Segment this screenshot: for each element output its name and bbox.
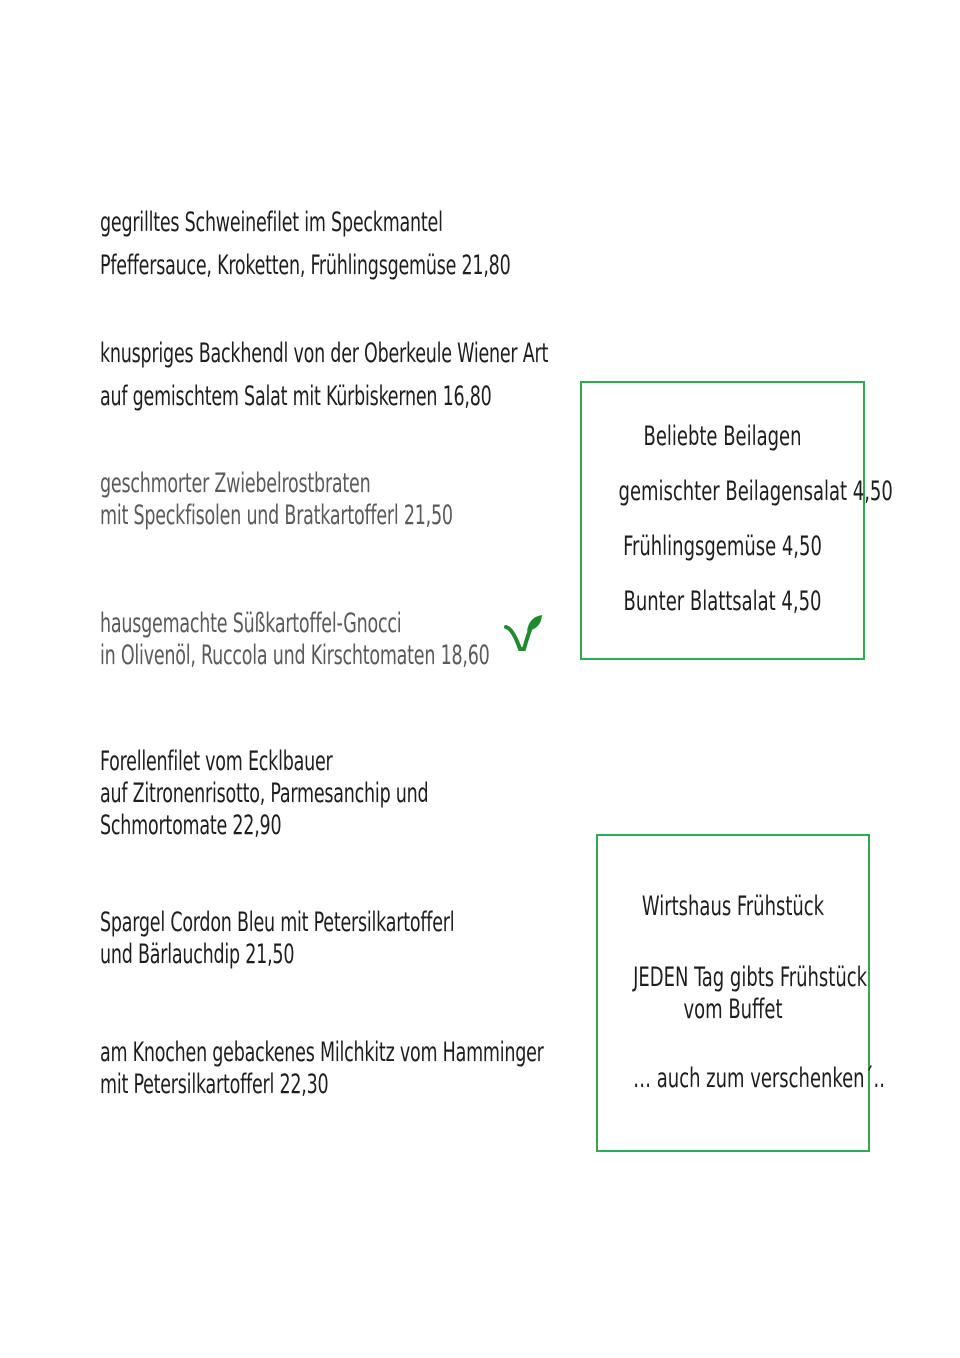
side-item: Frühlingsgemüse 4,50 bbox=[623, 531, 822, 562]
dish-1-name: gegrilltes Schweinefilet im Speckmantel bbox=[100, 207, 443, 238]
dish-3-name: geschmorter Zwiebelrostbraten bbox=[100, 468, 371, 499]
dish-1-description: Pfeffersauce, Kroketten, Frühlingsgemüse 21,80 bbox=[100, 250, 511, 281]
breakfast-text-1: JEDEN Tag gibts Frühstück bbox=[633, 962, 868, 993]
dish-6-description: und Bärlauchdip 21,50 bbox=[100, 939, 295, 970]
side-item: Bunter Blattsalat 4,50 bbox=[623, 586, 822, 617]
vegan-leaf-icon bbox=[503, 613, 543, 655]
dish-5-description: auf Zitronenrisotto, Parmesanchip und bbox=[100, 778, 429, 809]
breakfast-box bbox=[596, 834, 885, 1152]
dish-2-description: auf gemischtem Salat mit Kürbiskernen 16,80 bbox=[100, 381, 492, 412]
dish-7-description: mit Petersilkartofferl 22,30 bbox=[100, 1069, 329, 1100]
dish-5-name: Forellenfilet vom Ecklbauer bbox=[100, 746, 333, 777]
dish-4-description: in Olivenöl, Ruccola und Kirschtomaten 18,60 bbox=[100, 640, 490, 671]
side-item: gemischter Beilagensalat 4,50 bbox=[618, 476, 893, 507]
breakfast-text-2: vom Buffet bbox=[683, 994, 783, 1025]
sides-title: Beliebte Beilagen bbox=[643, 421, 802, 452]
dish-6-name: Spargel Cordon Bleu mit Petersilkartofferl bbox=[100, 907, 455, 938]
dish-3-description: mit Speckfisolen und Bratkartofferl 21,50 bbox=[100, 500, 453, 531]
dish-2-name: knuspriges Backhendl von der Oberkeule Wiener Art bbox=[100, 338, 549, 369]
dish-7-name: am Knochen gebackenes Milchkitz vom Hamminger bbox=[100, 1037, 544, 1068]
sides-box bbox=[580, 381, 893, 660]
breakfast-title: Wirtshaus Frühstück bbox=[641, 891, 825, 922]
dish-5-description-cont: Schmortomate 22,90 bbox=[100, 810, 282, 841]
breakfast-text-3: … auch zum verschenken´.. bbox=[633, 1063, 885, 1094]
dish-4-name: hausgemachte Süßkartoffel-Gnocci bbox=[100, 608, 402, 639]
